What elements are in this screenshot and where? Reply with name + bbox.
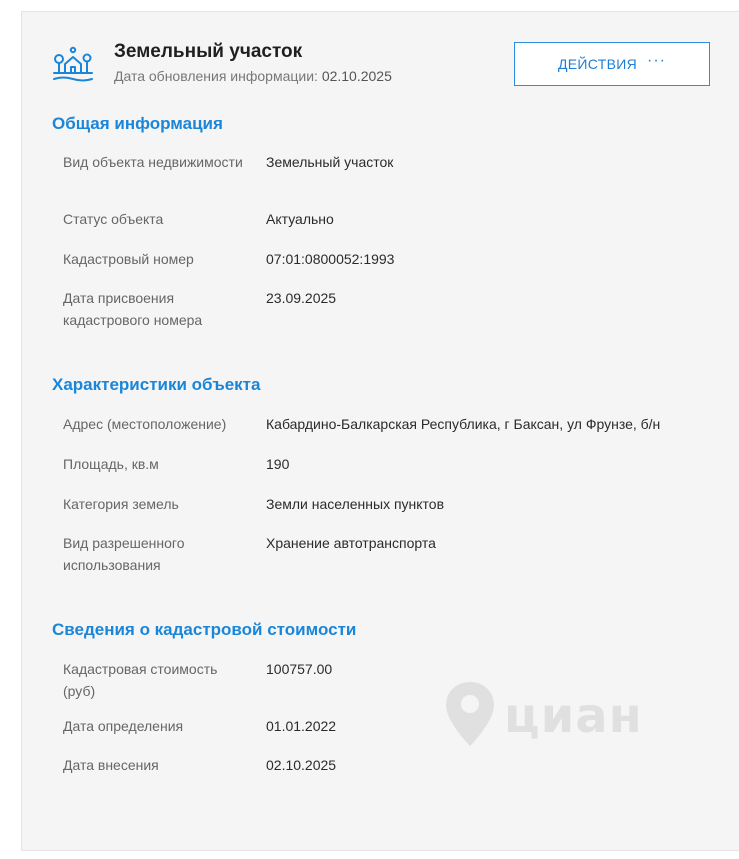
row-label-determination-date: Дата определения [63, 718, 184, 734]
row-label-object-type: Вид объекта недвижимости [63, 154, 243, 170]
section-title-general: Общая информация [52, 114, 223, 133]
row-value-address: Кабардино-Балкарская Республика, г Баксан, ул Фрунзе, б/н [266, 416, 661, 432]
land-plot-card [21, 11, 739, 851]
update-date: 02.10.2025 [321, 68, 392, 84]
row-value-area: 190 [266, 456, 290, 472]
row-label-address: Адрес (местоположение) [63, 416, 227, 432]
row-value-entry-date: 02.10.2025 [266, 757, 337, 773]
row-label-entry-date: Дата внесения [63, 757, 159, 773]
row-label-permitted-use: Вид разрешенного использования [63, 535, 185, 573]
actions-button[interactable] [514, 42, 710, 86]
row-value-cadastral-value: 100757.00 [266, 661, 333, 677]
watermark [442, 680, 643, 755]
row-value-cadastral-number: 07:01:0800052:1993 [266, 251, 395, 267]
row-value-land-category: Земли населенных пунктов [266, 496, 445, 512]
row-label-area: Площадь, кв.м [63, 456, 159, 472]
page-title: Земельный участок [114, 41, 303, 62]
row-value-permitted-use: Хранение автотранспорта [266, 535, 436, 551]
row-label-assignment-date: Дата присвоения кадастрового номера [63, 290, 203, 328]
row-label-land-category: Категория земель [63, 496, 179, 512]
section-title-characteristics: Характеристики объекта [52, 375, 261, 394]
location-pin-icon [442, 680, 498, 750]
row-value-status: Актуально [266, 211, 334, 227]
land-plot-icon [52, 46, 94, 84]
row-label-cadastral-number: Кадастровый номер [63, 251, 194, 267]
row-label-status: Статус объекта [63, 211, 164, 227]
update-info [114, 68, 392, 84]
section-title-cadastral-value: Сведения о кадастровой стоимости [52, 620, 357, 639]
row-value-assignment-date: 23.09.2025 [266, 290, 337, 306]
row-value-determination-date: 01.01.2022 [266, 718, 337, 734]
row-value-object-type: Земельный участок [266, 154, 394, 170]
update-info-label: Дата обновления информации: [114, 68, 318, 84]
watermark-text: циан [504, 688, 643, 744]
row-label-cadastral-value: Кадастровая стоимость (руб) [63, 661, 218, 699]
more-dots-icon: ··· [647, 52, 666, 69]
actions-button-label: ДЕЙСТВИЯ [558, 56, 637, 72]
